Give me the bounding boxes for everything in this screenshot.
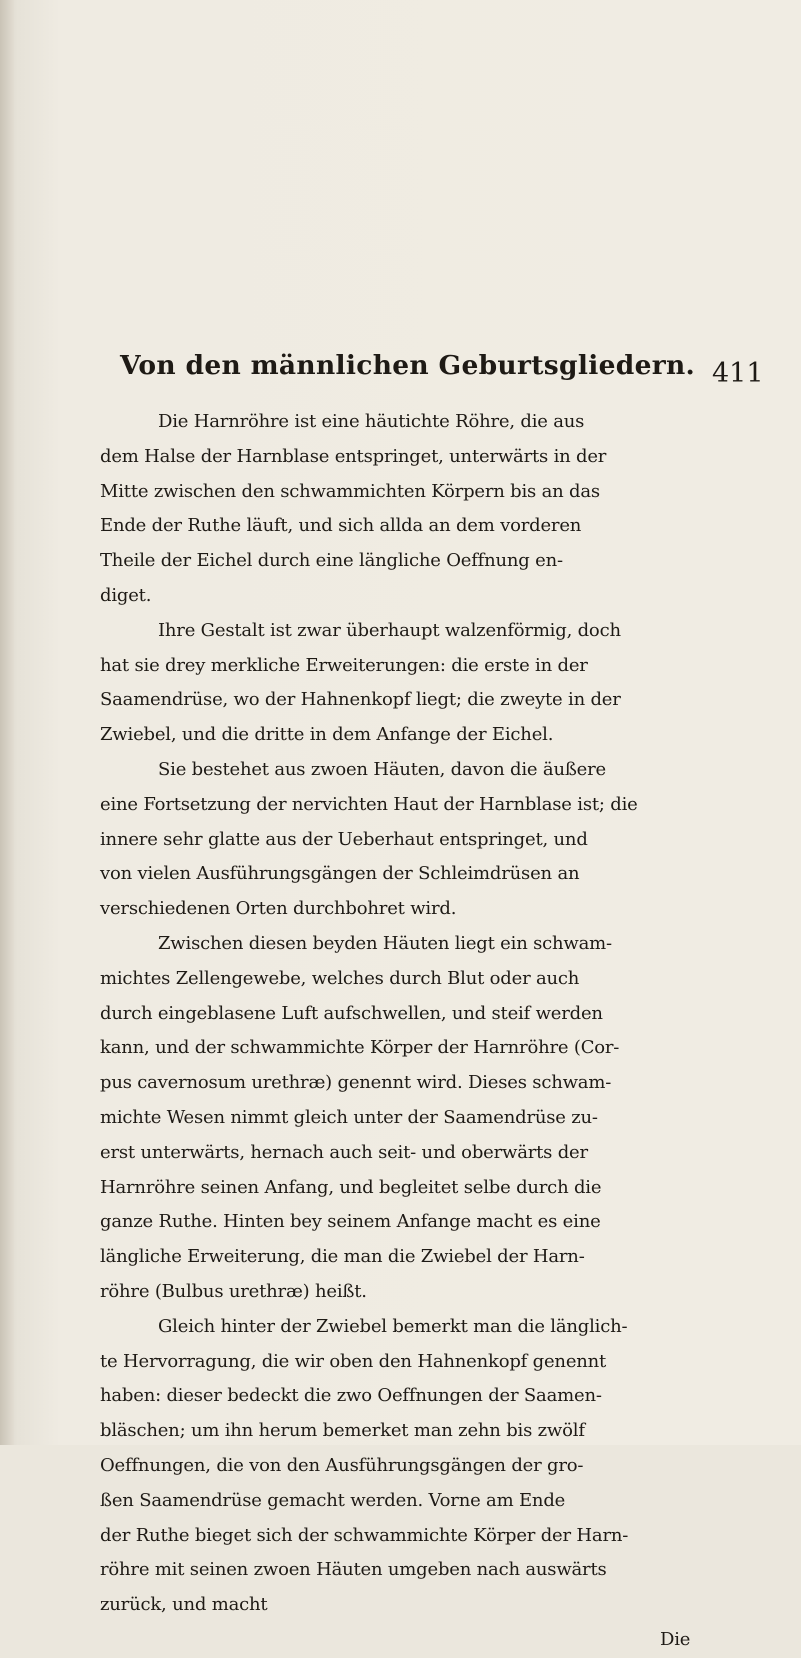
text-line: röhre mit seinen zwoen Häuten umgeben nach auswärts bbox=[100, 1559, 607, 1581]
text-line: te Hervorragung, die wir oben den Hahnenkopf genennt bbox=[100, 1350, 607, 1372]
text-line: Theile der Eichel durch eine längliche Oeffnung en- bbox=[100, 550, 563, 572]
text-line: durch eingeblasene Luft aufschwellen, und steif werden bbox=[100, 1002, 603, 1024]
text-line: Zwiebel, und die dritte in dem Anfange der Eichel. bbox=[100, 724, 554, 746]
text-line: innere sehr glatte aus der Ueberhaut entspringet, und bbox=[100, 828, 588, 850]
text-line: Zwischen diesen beyden Häuten liegt ein schwam- bbox=[158, 932, 612, 954]
text-line: kann, und der schwammichte Körper der Harnröhre (Cor- bbox=[100, 1037, 620, 1059]
text-line: längliche Erweiterung, die man die Zwiebel der Harn- bbox=[100, 1246, 585, 1268]
text-line: michte Wesen nimmt gleich unter der Saamendrüse zu- bbox=[100, 1106, 598, 1128]
text-line: dem Halse der Harnblase entspringet, unterwärts in der bbox=[100, 445, 607, 467]
body-text bbox=[100, 405, 800, 1658]
text-line: hat sie drey merkliche Erweiterungen: die erste in der bbox=[100, 654, 588, 676]
page-number: 411 bbox=[712, 358, 764, 389]
text-line: von vielen Ausführungsgängen der Schleimdrüsen an bbox=[100, 863, 580, 885]
text-line: pus cavernosum urethræ) genennt wird. Dieses schwam- bbox=[100, 1072, 612, 1094]
text-line: Oeffnungen, die von den Ausführungsgängen der gro- bbox=[100, 1454, 584, 1476]
text-line: ßen Saamendrüse gemacht werden. Vorne am Ende bbox=[100, 1489, 566, 1511]
page-edge bbox=[0, 0, 14, 1445]
text-line: michtes Zellengewebe, welches durch Blut oder auch bbox=[100, 967, 580, 989]
catchword: Die bbox=[660, 1628, 691, 1650]
text-line: Gleich hinter der Zwiebel bemerkt man die länglich- bbox=[158, 1315, 628, 1337]
text-line: diget. bbox=[100, 584, 152, 606]
text-line: ganze Ruthe. Hinten bey seinem Anfange macht es eine bbox=[100, 1211, 601, 1233]
running-head bbox=[120, 350, 764, 400]
text-line: haben: dieser bedeckt die zwo Oeffnungen der Saamen- bbox=[100, 1385, 602, 1407]
text-line: Sie bestehet aus zwoen Häuten, davon die äußere bbox=[158, 758, 606, 780]
text-line: der Ruthe bieget sich der schwammichte Körper der Harn- bbox=[100, 1524, 629, 1546]
text-line: Mitte zwischen den schwammichten Körpern bis an das bbox=[100, 480, 600, 502]
text-line: Ende der Ruthe läuft, und sich allda an dem vorderen bbox=[100, 515, 582, 537]
running-title: Von den männlichen Geburtsgliedern. bbox=[120, 350, 696, 381]
text-line: Ihre Gestalt ist zwar überhaupt walzenförmig, doch bbox=[158, 619, 621, 641]
text-line: Harnröhre seinen Anfang, und begleitet selbe durch die bbox=[100, 1176, 602, 1198]
text-line: bläschen; um ihn herum bemerket man zehn bis zwölf bbox=[100, 1420, 585, 1442]
text-line: erst unterwärts, hernach auch seit- und oberwärts der bbox=[100, 1141, 588, 1163]
text-line: zurück, und macht bbox=[100, 1594, 268, 1616]
text-line: Saamendrüse, wo der Hahnenkopf liegt; die zweyte in der bbox=[100, 689, 621, 711]
text-line: eine Fortsetzung der nervichten Haut der Harnblase ist; die bbox=[100, 793, 638, 815]
text-line: Die Harnröhre ist eine häutichte Röhre, die aus bbox=[158, 411, 585, 432]
text-line: röhre (Bulbus urethræ) heißt. bbox=[100, 1280, 367, 1302]
text-line: verschiedenen Orten durchbohret wird. bbox=[100, 898, 457, 920]
